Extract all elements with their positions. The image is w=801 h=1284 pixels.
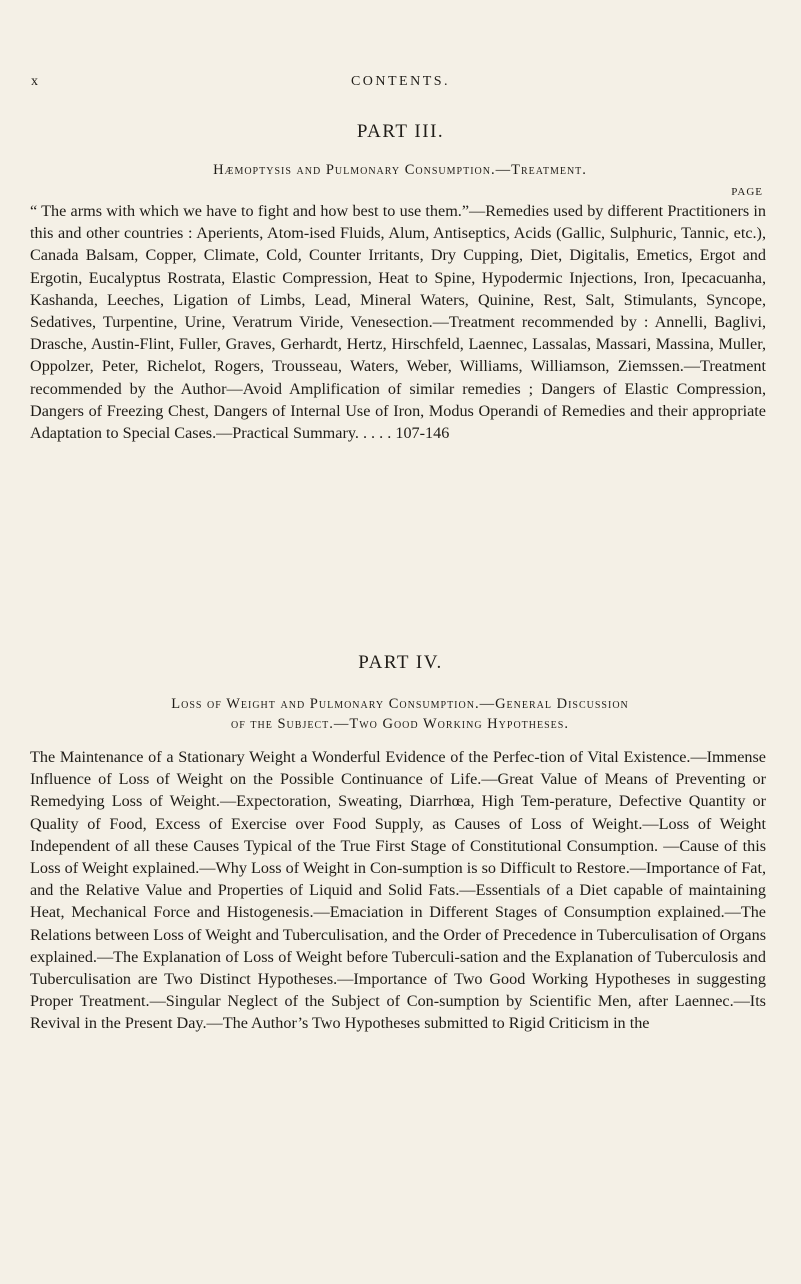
part-iii-entry: [30, 200, 766, 444]
part-iii-title: PART III.: [356, 121, 445, 142]
running-head: CONTENTS.: [350, 74, 451, 89]
part-iii-subtitle: Hæmoptysis and Pulmonary Consumption.—Treatment.: [213, 162, 587, 178]
part-iv-subtitle-line-1: Loss of Weight and Pulmonary Consumption.—General Discussion: [171, 696, 629, 712]
part-iii-entry-text: “ The arms with which we have to fight and how best to use them.”—Remedies used by different Practitioners in this and other countries : Aperients, Atom-ised Fluids, Alum, Antiseptics, Acids (Gallic, Sulphuric, Tannic, etc.), Canada Balsam, Copper, Climate, Cold, Counter Irritants, Dry Cupping, Diet, Digitalis, Emetics, Ergot and Ergotin, Eucalyptus Rostrata, Elastic Compression, Heat to Spine, Hypodermic Injections, Iron, Ipecacuanha, Kashanda, Leeches, Ligation of Limbs, Lead, Mineral Waters, Quinine, Rest, Salt, Stimulants, Syncope, Sedatives, Turpentine, Urine, Veratrum Viride, Venesection.—Treatment recommended by : Annelli, Baglivi, Drasche, Austin-Flint, Fuller, Graves, Gerhardt, Hertz, Hirschfeld, Laennec, Lassalas, Massari, Massina, Muller, Oppolzer, Peter, Richelot, Rogers, Trousseau, Waters, Weber, Williams, Williamson, Ziemssen.—Treatment recommended by the Author—Avoid Amplification of similar remedies ; Dangers of Elastic Compression, Dangers of Freezing Chest, Dangers of Internal Use of Iron, Modus Operandi of Remedies and their appropriate Adaptation to Special Cases.—Practical Summary. . . . .: [30, 202, 766, 443]
part-iv-entry: The Maintenance of a Stationary Weight a Wonderful Evidence of the Perfec-tion of Vital Existence.—Immense Influence of Loss of Weight on the Possible Continuance of Life.—Great Value of Means of Preventing or Remedying Loss of Weight.—Expectoration, Sweating, Diarrhœa, High Tem-perature, Defective Quantity or Quality of Food, Excess of Exercise over Food Supply, as Causes of Loss of Weight.—Loss of Weight Independent of all these Causes Typical of the True First Stage of Constitutional Consumption. —Cause of this Loss of Weight explained.—Why Loss of Weight in Con-sumption is so Difficult to Restore.—Importance of Fat, and the Relative Value and Properties of Liquid and Solid Fats.—Essentials of a Diet capable of maintaining Heat, Mechanical Force and Histogenesis.—Emaciation in Different Stages of Consumption explained.—The Relations between Loss of Weight and Tuberculisation, and the Order of Precedence in Tuberculisation of Organs explained.—The Explanation of Loss of Weight before Tuberculi-sation and the Explanation of Tuberculosis and Tuberculisation are Two Distinct Hypotheses.—Importance of Two Good Working Hypotheses in suggesting Proper Treatment.—Singular Neglect of the Subject of Con-sumption by Scientific Men, after Laennec.—Its Revival in the Present Day.—The Author’s Two Hypotheses submitted to Rigid Criticism in the: [30, 748, 766, 1033]
part-iv-title: PART IV.: [358, 652, 443, 673]
page-column-label: PAGE: [731, 186, 763, 198]
page-number: x: [31, 74, 39, 89]
page-header: [0, 74, 801, 98]
part-iv-subtitle: [30, 694, 770, 734]
part-iii-page-range: 107-146: [395, 424, 450, 443]
part-iv-subtitle-line-2: of the Subject.—Two Good Working Hypotheses.: [231, 716, 569, 732]
